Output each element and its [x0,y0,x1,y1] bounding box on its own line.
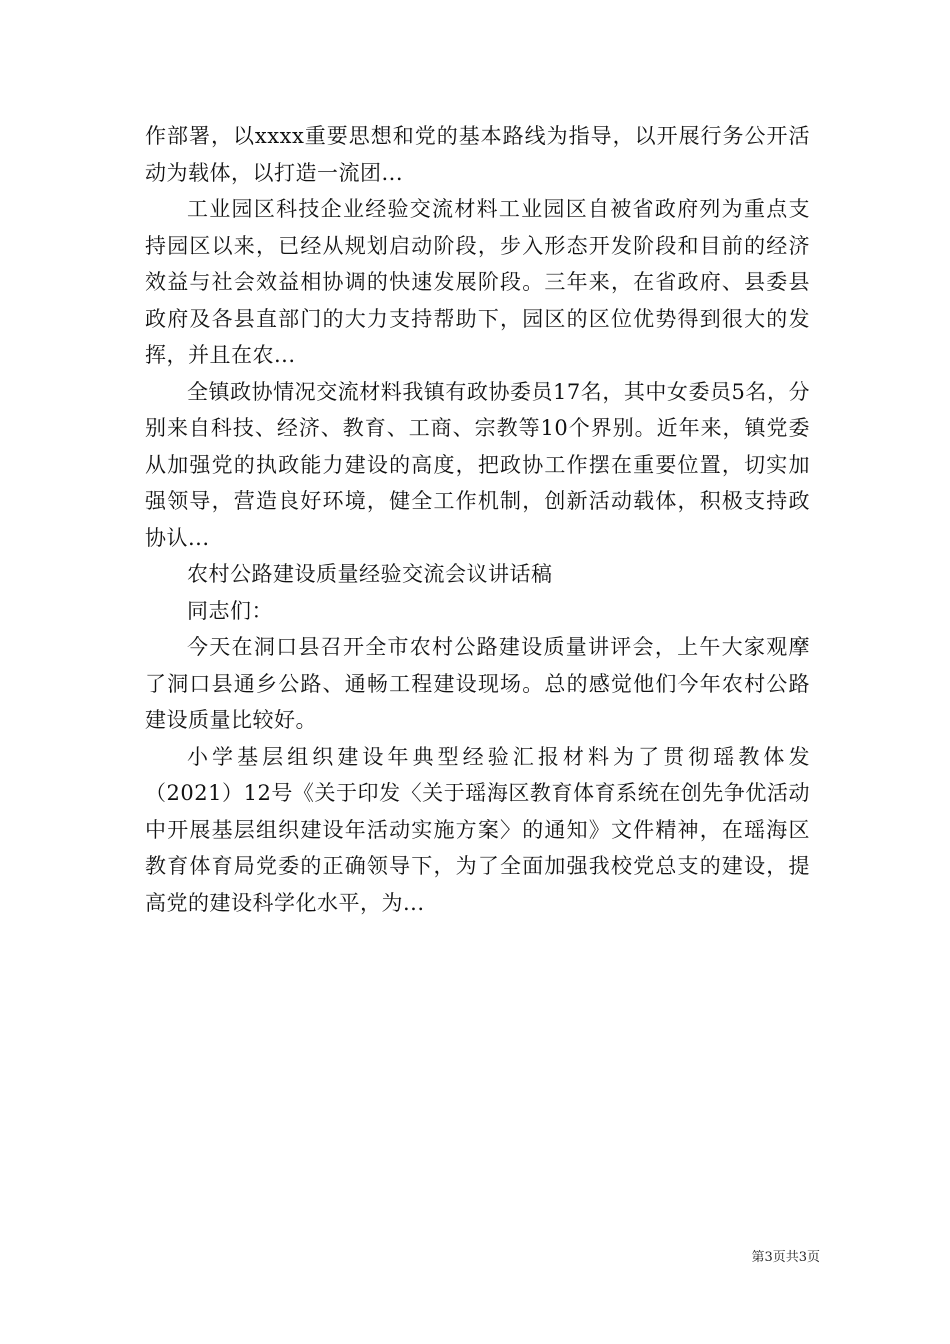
salutation: 同志们： [187,598,273,623]
page-number: 第3页共3页 [751,1250,820,1265]
paragraph-industrial-park: 工业园区科技企业经验交流材料工业园区自被省政府列为重点支持园区以来，已经从规划启动阶段，步入形态开发阶段和目前的经济效益与社会效益相协调的快速发展阶段。三年来，在省政府、县委县政府及各县直部门的大力支持帮助下，园区的区位优势得到很大的发挥，并且在农... [145,197,810,367]
paragraph-town-cppcc: 全镇政协情况交流材料我镇有政协委员17名，其中女委员5名，分别来自科技、经济、教育、工商、宗教等10个界别。近年来，镇党委从加强党的执政能力建设的高度，把政协工作摆在重要位置，切实加强领导，营造良好环境，健全工作机制，创新活动载体，积极支持政协认... [145,379,810,550]
document-body [145,118,810,921]
paragraph-rural-road: 今天在洞口县召开全市农村公路建设质量讲评会，上午大家观摩了洞口县通乡公路、通畅工程建设现场。总的感觉他们今年农村公路建设质量比较好。 [145,635,810,732]
paragraph-primary-school: 小学基层组织建设年典型经验汇报材料为了贯彻瑶教体发（2021）12号《关于印发〈关于瑶海区教育体育系统在创先争优活动中开展基层组织建设年活动实施方案〉的通知》文件精神，在瑶海区教育体育局党委的正确领导下，为了全面加强我校党总支的建设，提高党的建设科学化水平，为... [145,744,810,915]
speech-title: 农村公路建设质量经验交流会议讲话稿 [187,562,553,586]
paragraph-continuation: 作部署，以xxxx重要思想和党的基本路线为指导，以开展行务公开活动为载体，以打造一流团... [145,124,810,185]
